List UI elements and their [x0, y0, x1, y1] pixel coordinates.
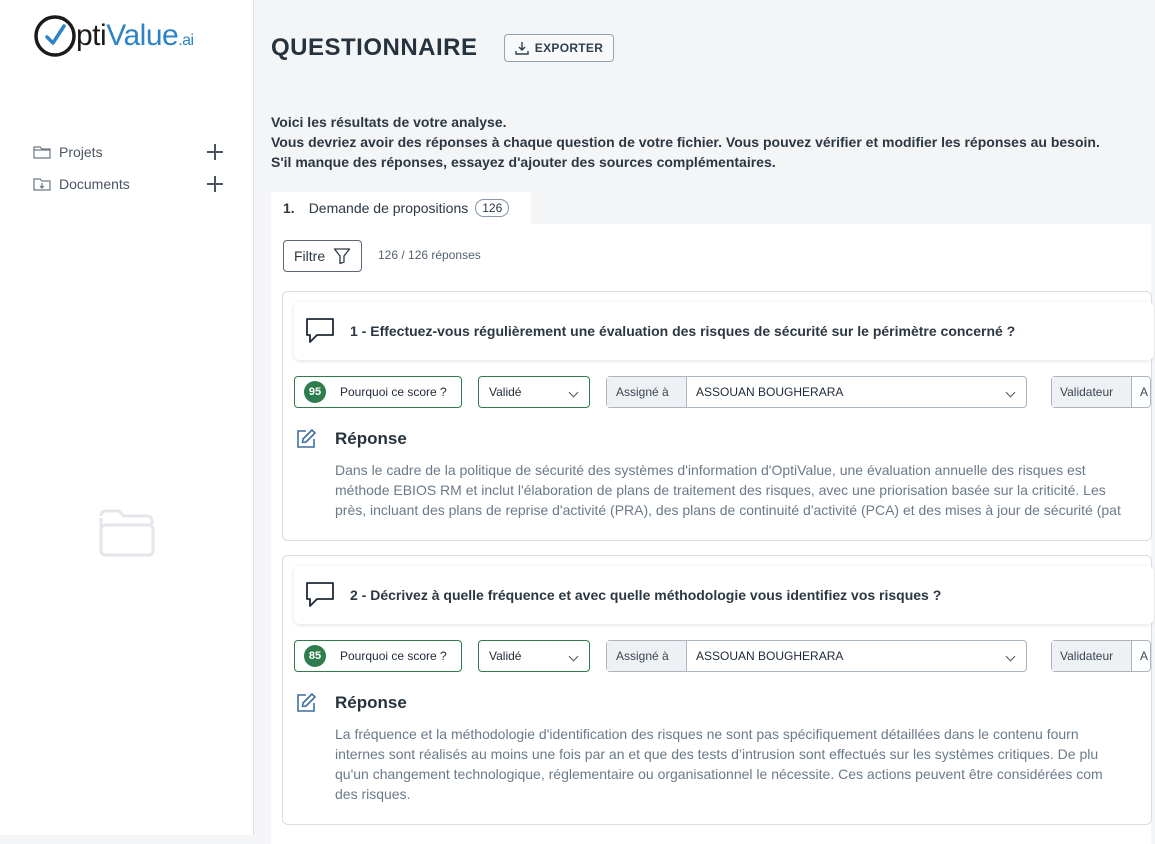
chevron-down-icon [569, 388, 579, 398]
status-value: Validé [489, 385, 522, 399]
validator-label: Validateur [1052, 377, 1132, 407]
folder-icon [33, 144, 51, 160]
assignee-value: ASSOUAN BOUGHERARA [696, 385, 844, 399]
filter-funnel-icon [333, 247, 351, 265]
filter-label: Filtre [294, 248, 326, 264]
assignee-select[interactable] [606, 376, 1027, 408]
question-card [282, 291, 1152, 541]
sidebar-item-label: Documents [59, 176, 130, 192]
response-line: qu'un changement technologique, réglementaire ou organisationnel le nécessite. Ces actions peuvent être considérées com [335, 766, 1103, 782]
edit-pencil-icon[interactable] [295, 428, 317, 450]
empty-folder-icon [97, 506, 157, 558]
score-badge: 95 [304, 381, 326, 403]
edit-pencil-icon[interactable] [295, 692, 317, 714]
questions-panel [271, 224, 1151, 844]
response-count: 126 / 126 réponses [378, 248, 481, 262]
logo-check-circle-icon [33, 14, 77, 58]
status-select[interactable] [478, 376, 590, 408]
logo-wordmark: ptiValue.ai [76, 19, 194, 52]
response-line: internes sont réalisés au moins une fois par an et que des tests d’intrusion sont effectués sur les systèmes critiques. De plu [335, 746, 1099, 762]
validator-select[interactable] [1051, 376, 1151, 408]
intro-line: Vous devriez avoir des réponses à chaque question de votre fichier. Vous pouvez vérifier et modifier les réponses au besoin. [271, 134, 1100, 150]
why-score-label: Pourquoi ce score ? [340, 649, 447, 663]
filter-button[interactable] [283, 240, 362, 272]
assignee-value-wrap [687, 641, 1026, 671]
question-header [294, 302, 1154, 360]
validator-select[interactable] [1051, 640, 1151, 672]
add-project-plus-icon[interactable] [207, 144, 223, 160]
score-badge: 85 [304, 645, 326, 667]
assignee-select[interactable] [606, 640, 1027, 672]
sidebar-item-label: Projets [59, 144, 103, 160]
add-document-plus-icon[interactable] [207, 176, 223, 192]
response-line: méthode EBIOS RM et inclut l'élaboration de plans de traitement des risques, avec une priorisation basée sur la criticité. Les [335, 482, 1106, 498]
chevron-down-icon [569, 652, 579, 662]
export-button-label: EXPORTER [534, 41, 604, 55]
question-card [282, 555, 1152, 825]
validator-value: A [1140, 385, 1149, 399]
download-icon [515, 41, 529, 55]
tab-number: 1. [283, 200, 295, 216]
tab-count-badge: 126 [475, 199, 509, 217]
status-select[interactable] [478, 640, 590, 672]
response-header [295, 428, 407, 450]
sidebar-item-documents[interactable] [33, 172, 223, 196]
download-folder-icon [33, 176, 51, 192]
chevron-down-icon [1006, 388, 1016, 398]
response-line: des risques. [335, 786, 411, 802]
main-content [255, 0, 1149, 835]
status-value: Validé [489, 649, 522, 663]
page-title: QUESTIONNAIRE [271, 34, 478, 61]
validator-label: Validateur [1052, 641, 1132, 671]
export-button[interactable] [504, 34, 614, 62]
optivalue-logo[interactable] [33, 12, 194, 60]
question-text: 2 - Décrivez à quelle fréquence et avec quelle méthodologie vous identifiez vos risques ? [350, 587, 942, 603]
why-score-button[interactable] [294, 376, 462, 408]
response-title: Réponse [335, 429, 407, 448]
sidebar [0, 0, 254, 835]
question-text: 1 - Effectuez-vous régulièrement une évaluation des risques de sécurité sur le périmètre concerné ? [350, 323, 1016, 339]
question-header [294, 566, 1154, 624]
comment-bubble-icon [304, 316, 336, 346]
response-header [295, 692, 407, 714]
intro-text [271, 112, 1100, 172]
response-text[interactable] [335, 724, 1155, 804]
response-line: La fréquence et la méthodologie d'identification des risques ne sont pas spécifiquement détaillées dans le contenu fourn [335, 726, 1079, 742]
response-title: Réponse [335, 693, 407, 712]
why-score-button[interactable] [294, 640, 462, 672]
intro-line: S'il manque des réponses, essayez d'ajouter des sources complémentaires. [271, 154, 776, 170]
intro-line: Voici les résultats de votre analyse. [271, 114, 507, 130]
tab-demande-de-propositions[interactable] [271, 192, 531, 224]
chevron-down-icon [1006, 652, 1016, 662]
assignee-label: Assigné à [607, 641, 687, 671]
validator-value: A [1140, 649, 1149, 663]
response-line: Dans le cadre de la politique de sécurité des systèmes d'information d'OptiValue, une évaluation annuelle des risques est [335, 462, 1086, 478]
comment-bubble-icon [304, 580, 336, 610]
why-score-label: Pourquoi ce score ? [340, 385, 447, 399]
response-line: près, incluant des plans de reprise d'activité (PRA), des plans de continuité d'activité (PCA) et des mises à jour de sécurité (pat [335, 502, 1121, 518]
assignee-value: ASSOUAN BOUGHERARA [696, 649, 844, 663]
sidebar-item-projets[interactable] [33, 140, 223, 164]
tab-label: Demande de propositions [308, 200, 469, 216]
assignee-label: Assigné à [607, 377, 687, 407]
assignee-value-wrap [687, 377, 1026, 407]
response-text[interactable] [335, 460, 1155, 520]
